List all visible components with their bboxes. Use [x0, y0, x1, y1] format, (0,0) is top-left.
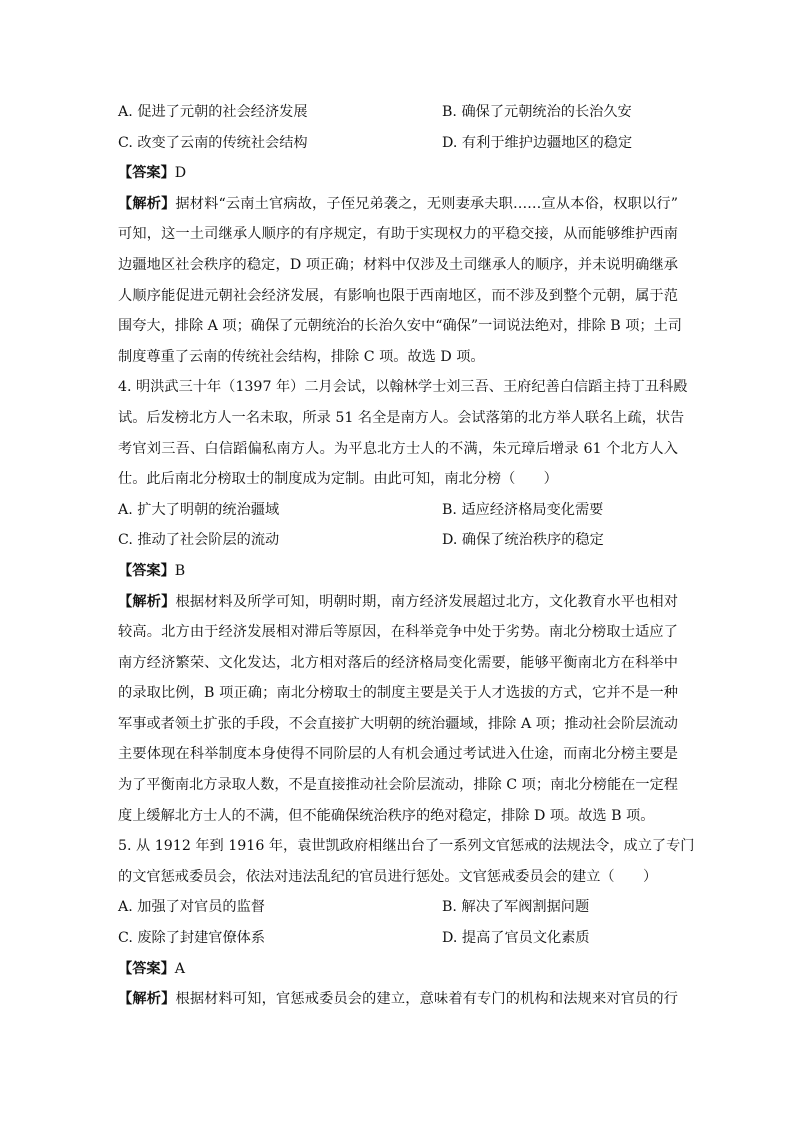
answer-value: B	[174, 562, 186, 579]
option-c: C. 改变了云南的传统社会结构	[118, 134, 308, 151]
analysis-text: 根据材料可知，官惩戒委员会的建立，意味着有专门的机构和法规来对官员的行	[175, 991, 678, 1008]
analysis-tag: 【解析】	[118, 991, 176, 1008]
question-3	[118, 97, 682, 372]
answer-tag: 【答案】	[118, 165, 175, 182]
analysis-line: 制度尊重了云南的传统社会结构，排除 C 项。故选 D 项。	[118, 348, 485, 365]
option-a: A. 扩大了明朝的统治疆域	[118, 501, 280, 518]
question-stem-line: 4. 明洪武三十年（1397 年）二月会试，以翰林学士刘三吾、王府纪善白信蹈主持丁丑科殿	[118, 379, 688, 396]
options-row	[118, 525, 678, 556]
analysis-line: 边疆地区社会秩序的稳定，D 项正确；材料中仅涉及土司继承人的顺序，并未说明确继承	[118, 256, 678, 273]
options-row	[118, 892, 678, 923]
option-d: D. 确保了统治秩序的稳定	[442, 532, 604, 549]
answer-line	[118, 158, 678, 189]
analysis-line: 度上缓解北方士人的不满，但不能确保统治秩序的绝对稳定，排除 D 项。故选 B 项。	[118, 807, 655, 824]
analysis-line: 可知，这一土司继承人顺序的有序规定，有助于实现权力的平稳交接，从而能够维护西南	[118, 226, 678, 243]
option-b: B. 确保了元朝统治的长治久安	[442, 104, 632, 120]
option-c: C. 推动了社会阶层的流动	[118, 532, 280, 549]
options-row	[118, 923, 678, 954]
option-a: A. 加强了对官员的监督	[118, 899, 265, 916]
analysis-line: 围夸大，排除 A 项；确保了元朝统治的长治久安中“确保”一词说法绝对，排除 B 项；土司	[118, 318, 682, 335]
option-c: C. 废除了封建官僚体系	[118, 930, 266, 947]
answer-tag: 【答案】	[118, 562, 175, 579]
analysis-line	[118, 587, 678, 618]
option-b: B. 适应经济格局变化需要	[442, 501, 604, 518]
option-a: A. 促进了元朝的社会经济发展	[118, 104, 308, 120]
analysis-line: 为了平衡南北方录取人数，不是直接推动社会阶层流动，排除 C 项；南北分榜能在一定程	[118, 777, 678, 794]
options-row	[118, 495, 678, 526]
analysis-line: 南方经济繁荣、文化发达，北方相对落后的经济格局变化需要，能够平衡南北方在科举中	[118, 654, 678, 671]
question-stem-line: 考官刘三吾、白信蹈偏私南方人。为平息北方士人的不满，朱元璋后增录 61 个北方人入	[118, 440, 678, 457]
option-d: D. 有利于维护边疆地区的稳定	[442, 134, 633, 151]
analysis-line: 主要体现在科举制度本身使得不同阶层的人有机会通过考试进入仕途，而南北分榜主要是	[118, 746, 678, 763]
question-stem-line: 仕。此后南北分榜取士的制度成为定制。由此可知，南北分榜（ ）	[118, 471, 558, 488]
question-5	[118, 831, 695, 1015]
options-row	[118, 97, 678, 128]
question-stem-line: 试。后发榜北方人一名未取，所录 51 名全是南方人。会试落第的北方举人联名上疏，状告	[118, 409, 685, 426]
analysis-line	[118, 984, 678, 1015]
question-stem-line: 5. 从 1912 年到 1916 年，袁世凯政府相继出台了一系列文官惩戒的法规法令，成立了专门	[118, 838, 695, 855]
answer-value: D	[174, 165, 187, 182]
analysis-tag: 【解析】	[118, 195, 176, 212]
option-b: B. 解决了军阀割据问题	[442, 899, 590, 916]
analysis-text: 据材料“云南土官病故，子侄兄弟袭之，无则妻承夫职……宣从本俗，权职以行”	[175, 195, 678, 212]
document-page	[118, 97, 695, 1015]
options-row	[118, 128, 678, 159]
answer-tag: 【答案】	[118, 960, 175, 977]
question-4	[118, 372, 688, 831]
analysis-line: 军事或者领土扩张的手段，不会直接扩大明朝的统治疆域，排除 A 项；推动社会阶层流动	[118, 715, 678, 732]
analysis-text: 根据材料及所学可知，明朝时期，南方经济发展超过北方，文化教育水平也相对	[175, 593, 678, 610]
answer-value: A	[174, 960, 186, 977]
question-stem-line: 的文官惩戒委员会，依法对违法乱纪的官员进行惩处。文官惩戒委员会的建立（ ）	[118, 868, 658, 885]
answer-line	[118, 954, 678, 985]
answer-line	[118, 556, 678, 587]
analysis-line	[118, 189, 678, 220]
option-d: D. 提高了官员文化素质	[442, 930, 590, 947]
analysis-line: 人顺序能促进元朝社会经济发展，有影响也限于西南地区，而不涉及到整个元朝，属于范	[118, 287, 678, 304]
analysis-tag: 【解析】	[118, 593, 176, 610]
analysis-line: 的录取比例，B 项正确；南北分榜取士的制度主要是关于人才选拔的方式，它并不是一种	[118, 685, 678, 702]
analysis-line: 较高。北方由于经济发展相对滞后等原因，在科举竞争中处于劣势。南北分榜取士适应了	[118, 624, 678, 641]
